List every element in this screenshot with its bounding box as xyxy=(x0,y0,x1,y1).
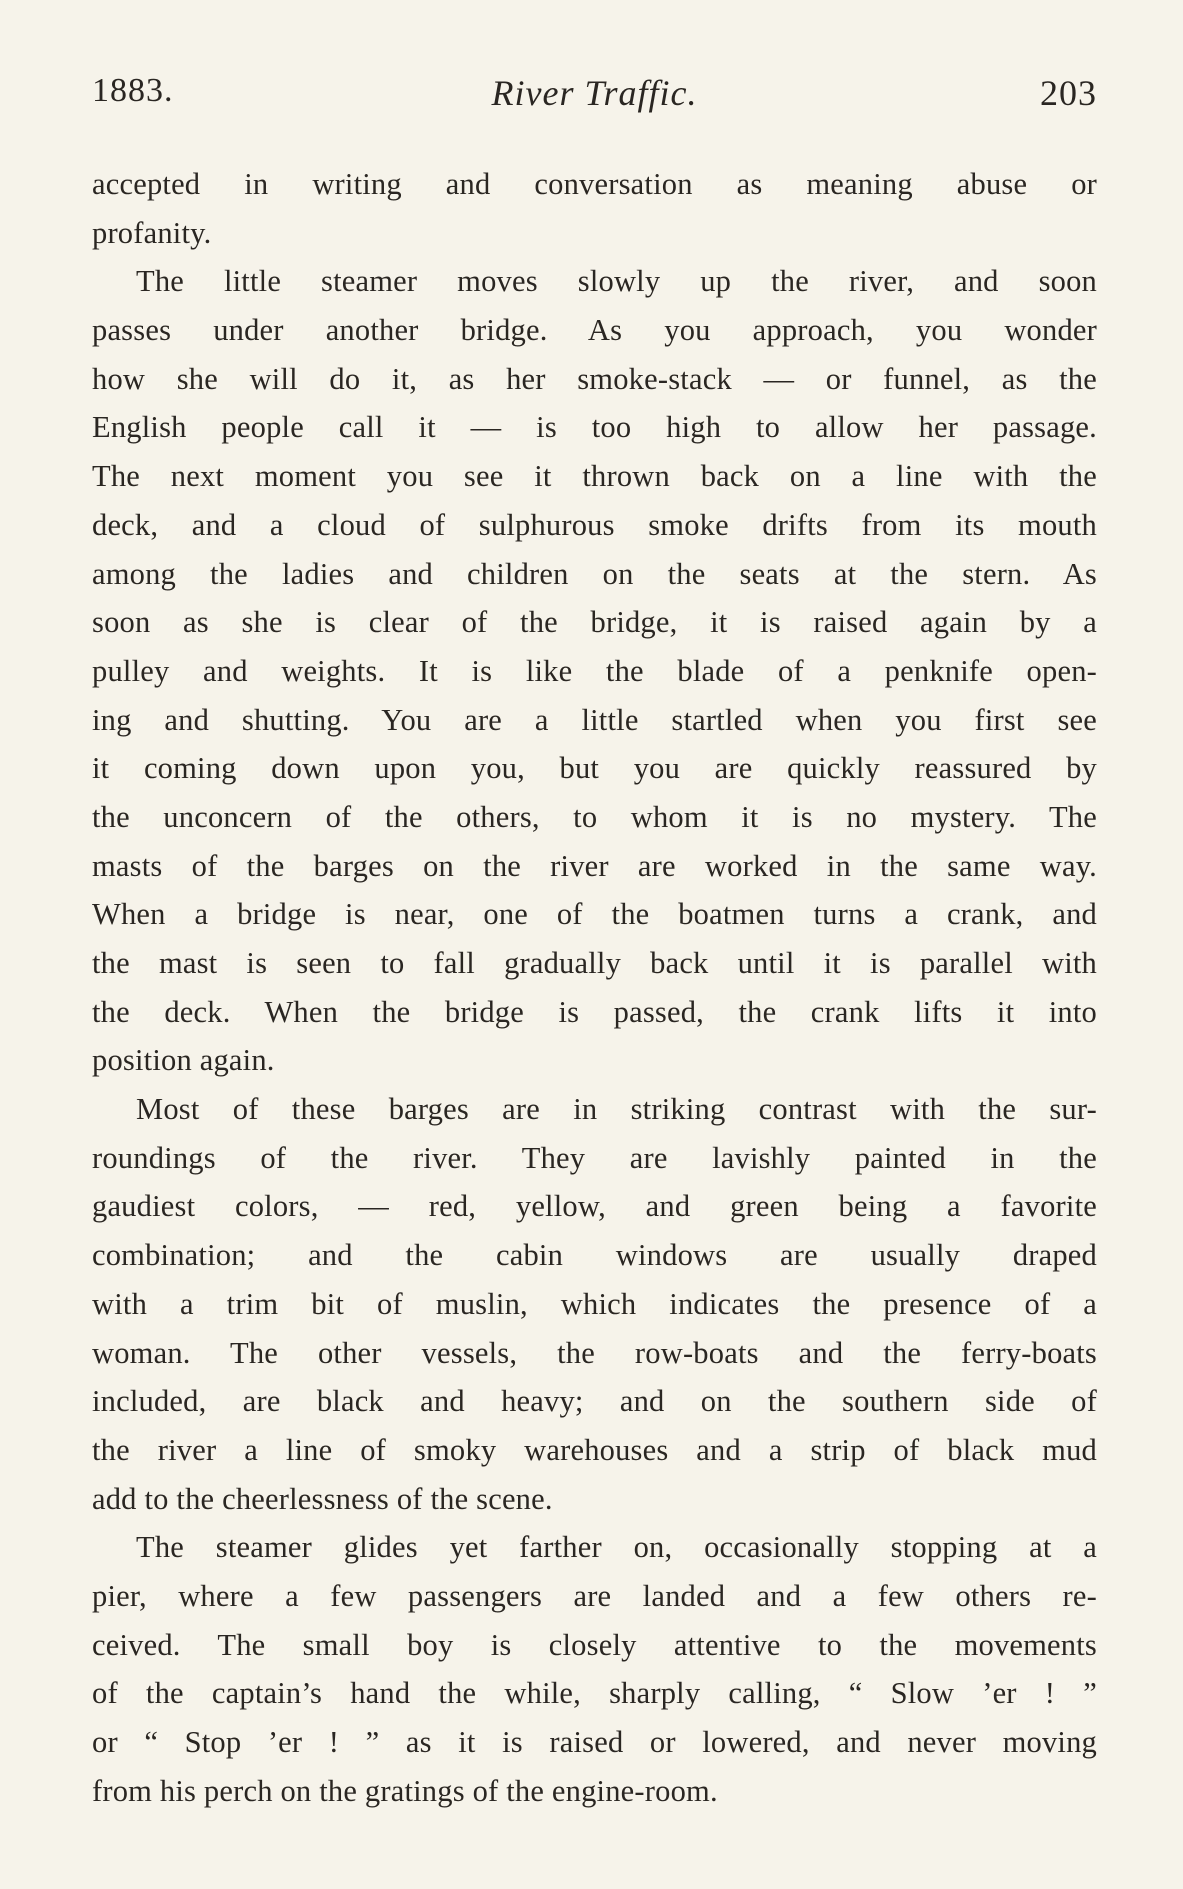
text-line: masts of the barges on the river are worked in the same way. xyxy=(92,848,1097,883)
text-line: The little steamer moves slowly up the river, and soon xyxy=(136,264,1097,299)
text-line: the deck. When the bridge is passed, the crank lifts it into xyxy=(92,994,1097,1029)
text-line: among the ladies and children on the seats at the stern. As xyxy=(92,556,1097,591)
text-line: pier, where a few passengers are landed and a few others re- xyxy=(92,1578,1097,1613)
text-line: Most of these barges are in striking contrast with the sur- xyxy=(136,1092,1097,1127)
text-line: The steamer glides yet farther on, occasionally stopping at a xyxy=(136,1530,1097,1565)
body-text xyxy=(92,160,1097,1815)
text-line: accepted in writing and conversation as meaning abuse or xyxy=(92,167,1097,201)
text-line: The next moment you see it thrown back on a line with the xyxy=(92,459,1097,494)
text-line: the unconcern of the others, to whom it is no mystery. The xyxy=(92,799,1097,834)
header-year: 1883. xyxy=(92,72,174,109)
text-line: with a trim bit of muslin, which indicates the presence of a xyxy=(92,1286,1097,1321)
text-line: of the captain’s hand the while, sharply calling, “ Slow ’er ! ” xyxy=(92,1676,1097,1711)
text-line: the river a line of smoky warehouses and a strip of black mud xyxy=(92,1432,1097,1467)
text-line: it coming down upon you, but you are quickly reassured by xyxy=(92,751,1097,786)
page-number: 203 xyxy=(1040,73,1097,113)
text-line: When a bridge is near, one of the boatmen turns a crank, and xyxy=(92,897,1097,932)
text-line: combination; and the cabin windows are usually draped xyxy=(92,1238,1097,1273)
running-header xyxy=(92,72,1097,122)
text-line: the mast is seen to fall gradually back until it is parallel with xyxy=(92,946,1097,980)
text-line: add to the cheerlessness of the scene. xyxy=(92,1481,553,1516)
text-line: roundings of the river. They are lavishly painted in the xyxy=(92,1140,1097,1175)
header-title: River Traffic. xyxy=(491,73,698,113)
text-line: English people call it — is too high to allow her passage. xyxy=(92,410,1097,445)
text-line: included, are black and heavy; and on the southern side of xyxy=(92,1384,1097,1419)
text-line: pulley and weights. It is like the blade of a penknife open- xyxy=(92,653,1097,688)
text-line: soon as she is clear of the bridge, it is raised again by a xyxy=(92,605,1097,640)
text-line: or “ Stop ’er ! ” as it is raised or lowered, and never moving xyxy=(92,1725,1097,1759)
text-line: how she will do it, as her smoke-stack — or funnel, as the xyxy=(92,361,1097,396)
text-line: gaudiest colors, — red, yellow, and green being a favorite xyxy=(92,1189,1097,1224)
text-line: woman. The other vessels, the row-boats and the ferry-boats xyxy=(92,1335,1097,1370)
text-line: deck, and a cloud of sulphurous smoke drifts from its mouth xyxy=(92,507,1097,542)
text-line: from his perch on the gratings of the engine-room. xyxy=(92,1773,718,1808)
text-line: profanity. xyxy=(92,215,212,250)
text-line: position again. xyxy=(92,1043,275,1078)
text-line: ing and shutting. You are a little startled when you first see xyxy=(92,702,1097,737)
text-line: ceived. The small boy is closely attentive to the movements xyxy=(92,1627,1097,1662)
text-line: passes under another bridge. As you approach, you wonder xyxy=(92,313,1097,348)
